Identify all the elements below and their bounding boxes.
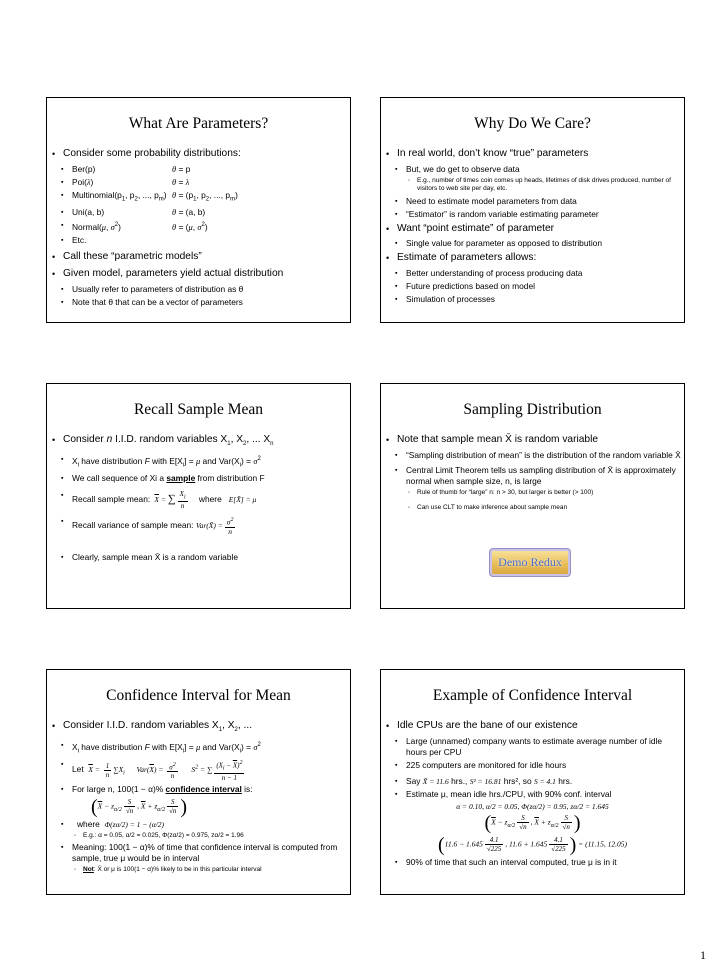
where-line: ▪ where Φ(zα/2) = 1 − (α/2): [61, 819, 350, 830]
sub-bullet: ▪ We call sequence of Xi a sample from distribution F: [61, 473, 350, 484]
bullet: • Consider n I.I.D. random variables $X_1$, $X_2$, ... $X_n$: [47, 434, 350, 451]
sub-bullet: ▪ Usually refer to parameters of distribution as θ: [61, 284, 350, 295]
sub-bullet: ▪ $X_i$ have distribution F with $E[X_i] = \mu$ and $Var(X_i) = \sigma^2$: [61, 740, 350, 757]
sub-bullet: ▪ But, we do get to observe data: [395, 164, 684, 175]
sub-bullet: ▪ “Estimator” is random variable estimating parameter: [395, 209, 684, 220]
bullet: • Consider some probability distributions:: [47, 148, 350, 161]
demo-redux-button[interactable]: Demo Redux: [489, 548, 571, 577]
slide-title: Example of Confidence Interval: [432, 687, 633, 704]
slide-title: What Are Parameters?: [128, 115, 269, 132]
bullet: • Want “point estimate” of parameter: [381, 223, 684, 236]
dist-item: ▪ Ber(p) θ = p: [61, 164, 350, 175]
dist-item: ▪ Uni(a, b) θ = (a, b): [61, 207, 350, 218]
sub-sub-bullet: ◦ Rule of thumb for “large” n: n > 30, but larger is better (> 100): [408, 489, 684, 498]
sub-bullet: ▪ Need to estimate model parameters from data: [395, 196, 684, 207]
dist-item: ▪ Poi(λ) θ = λ: [61, 177, 350, 188]
bullet: • Consider I.I.D. random variables $X_1$, $X_2$, ...: [47, 720, 350, 737]
bullet: • Idle CPUs are the bane of our existence: [381, 720, 684, 733]
bullet: • Call these “parametric models”: [47, 251, 350, 264]
dist-item: ▪ $Multinomial(p_1$, $p_2$, ..., $p_m$) $\theta = (p_1$, $p_2$, ..., $p_m$): [61, 190, 350, 206]
sub-sub-bullet: ◦ E.g.: α = 0.05, α/2 = 0.025, Φ(zα/2) = 0.975, zα/2 = 1.96: [74, 832, 350, 841]
sub-bullet: ▪ Simulation of processes: [395, 294, 684, 305]
slide-recall-sample-mean: [46, 383, 351, 609]
sub-bullet: ▪ Let $\overline{X}$ = $\frac{1}{n}$ $\sum X_i$ $Var(\overline{X})$ = $\frac{\sigma 2}{n}$ $S^2$ = ∑ $\frac{(Xi - \overline{X})2}{n - 1}$: [61, 759, 350, 782]
sub-sub-bullet: ◦ E.g., number of times coin comes up heads, lifetimes of disk drives produced, number of visitors to web site per day, etc.: [408, 177, 684, 194]
sub-bullet: ▪ 225 computers are monitored for idle hours: [395, 760, 684, 771]
dist-item: ▪ Normal(μ, $\sigma^2$) θ = (μ, $\sigma^2$): [61, 220, 350, 233]
alpha-values: α = 0.10, α/2 = 0.05, Φ(zα/2) = 0.95, zα/2 = 1.645: [456, 801, 609, 811]
sub-bullet: ▪ Recall sample mean: $\overline{X}$ = ∑ $\frac{Xi}{n}$ where E[X̄] = μ: [61, 490, 350, 510]
sub-sub-bullet: ◦ Can use CLT to make inference about sample mean: [408, 504, 684, 513]
bullet: • Given model, parameters yield actual distribution: [47, 268, 350, 281]
sub-bullet: ▪ Note that θ that can be a vector of parameters: [61, 297, 350, 308]
slide-why-do-we-care: [380, 97, 685, 323]
ci-formula: ($\overline{X} - z_{\alpha/2}$ $\frac{S}{√n}$ , $\overline{X} + z_{\alpha/2}$ $\frac{S}{√n}$ ): [484, 811, 581, 834]
sub-bullet: ▪ Recall variance of sample mean: Var(X̄) = $\frac{\sigma^2}{n}$: [61, 516, 350, 536]
sub-bullet: ▪ $X_i$ have distribution F with $E[X_i] = \mu$ and $Var(X_i) = \sigma^2$: [61, 454, 350, 471]
slide-example-of-confidence-interval: [380, 669, 685, 895]
slide-title: Recall Sample Mean: [133, 401, 264, 418]
sub-bullet: ▪ Large (unnamed) company wants to estimate average number of idle hours per CPU: [395, 736, 684, 758]
slide-sampling-distribution: [380, 383, 685, 609]
sub-bullet: ▪ For large n, 100(1 − α)% confidence interval is:: [61, 784, 350, 795]
sub-bullet: ▪ Clearly, sample mean X̄ is a random variable: [61, 552, 350, 563]
slide-title: Sampling Distribution: [463, 401, 602, 418]
ci-formula: ($\overline{X} - z_{\alpha/2}$ $\frac{S}{√n}$ , $\overline{X} + z_{\alpha/2}$ $\frac{S}{√n}$ ): [91, 795, 188, 818]
slide-title: Confidence Interval for Mean: [106, 687, 291, 704]
sub-bullet: ▪ Single value for parameter as opposed to distribution: [395, 238, 684, 249]
slide-what-are-parameters: [46, 97, 351, 323]
sub-bullet: ▪ “Sampling distribution of mean” is the distribution of the random variable X̄: [395, 450, 684, 461]
bullet: • Estimate of parameters allows:: [381, 252, 684, 265]
sub-bullet: ▪ Central Limit Theorem tells us sampling distribution of X̄ is approximately normal when sample size, n, is large: [395, 465, 684, 487]
slide-confidence-interval-for-mean: [46, 669, 351, 895]
ci-computation: (11.6 − 1.645 $\frac{4.1}{√225}$ , 11.6 + 1.645 $\frac{4.1}{√225}$ ) = (11.15, 12.05): [437, 833, 628, 856]
sub-bullet: ▪ Better understanding of process producing data: [395, 268, 684, 279]
slide-title: Why Do We Care?: [474, 115, 591, 132]
bullet: • Note that sample mean X̄ is random variable: [381, 434, 684, 447]
sub-bullet: ▪ Meaning: 100(1 − α)% of time that confidence interval is computed from sample, true μ would be in interval: [61, 842, 350, 864]
page-number: 1: [700, 948, 706, 962]
sub-bullet: ▪ Future predictions based on model: [395, 281, 684, 292]
sub-sub-bullet: ◦ Not: X̄ or μ is 100(1 − α)% likely to be in this particular interval: [74, 866, 350, 875]
dist-item: ▪ Etc.: [61, 235, 350, 246]
bullet: • In real world, don’t know “true” parameters: [381, 148, 684, 161]
sub-bullet: ▪ Say X̄ = 11.6 hrs., S² = 16.81 hrs², so S = 4.1 hrs.: [395, 776, 684, 787]
sub-bullet: ▪ 90% of time that such an interval computed, true μ is in it: [395, 857, 684, 868]
sub-bullet: ▪ Estimate μ, mean idle hrs./CPU, with 90% conf. interval: [395, 789, 684, 800]
